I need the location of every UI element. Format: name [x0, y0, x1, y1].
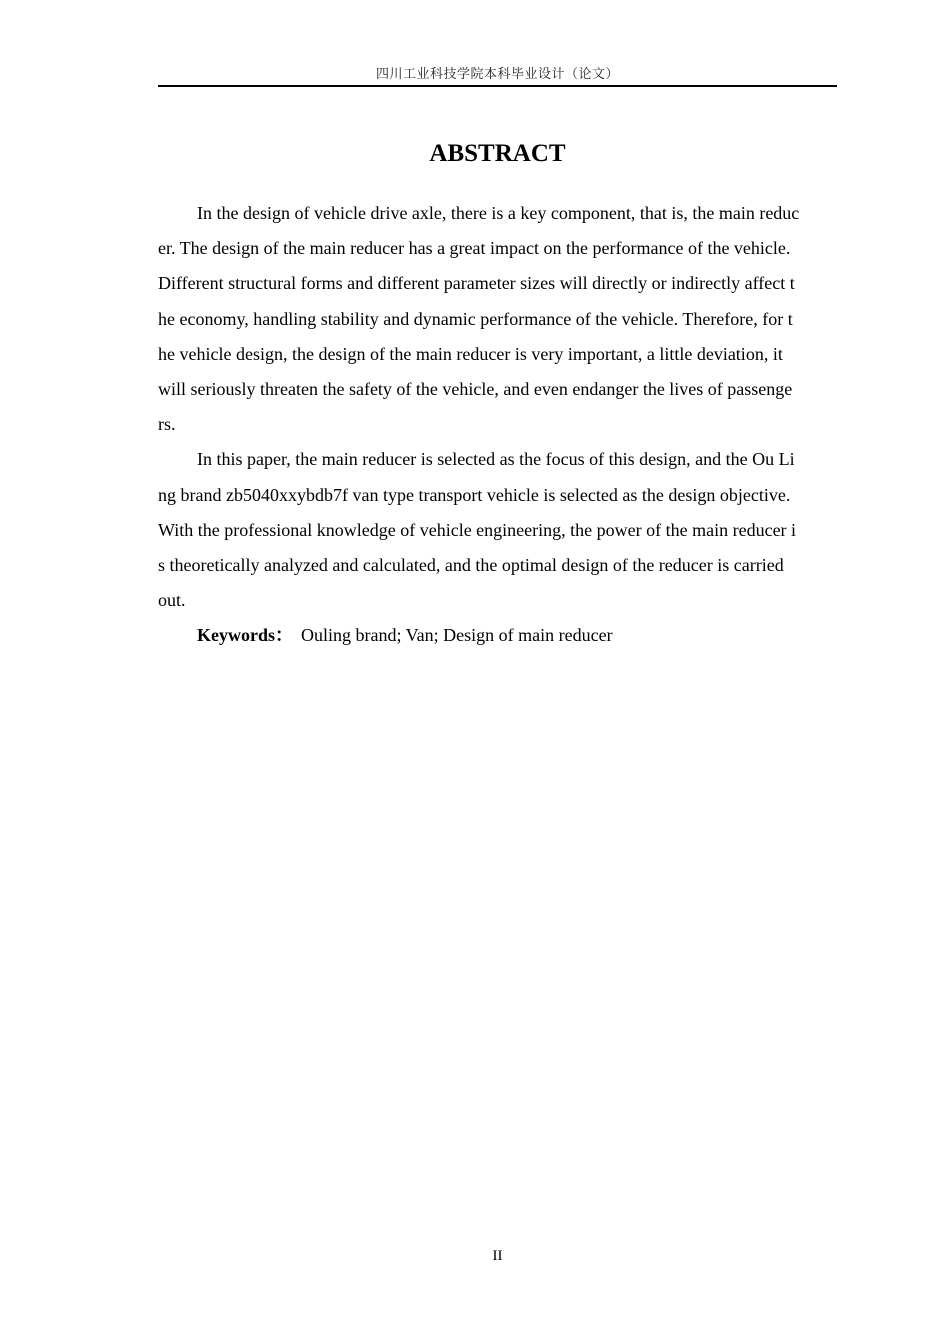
paragraph-2-line: s theoretically analyzed and calculated, and the optimal design of the reducer is carried: [158, 554, 784, 575]
page-number: II: [492, 1248, 503, 1264]
keywords-line: [158, 618, 837, 653]
paragraph-1-line: rs.: [158, 414, 176, 435]
paragraph-1-line: he vehicle design, the design of the main reducer is very important, a little deviation, it: [158, 343, 783, 364]
header-rule: [158, 85, 837, 87]
paragraph-2-line: In this paper, the main reducer is selected as the focus of this design, and the Ou Li: [197, 449, 795, 470]
keywords-value: Ouling brand; Van; Design of main reducer: [301, 625, 613, 646]
paragraph-1-line: In the design of vehicle drive axle, there is a key component, that is, the main reduc: [197, 203, 800, 223]
paragraph-1-line: Different structural forms and different parameter sizes will directly or indirectly affect t: [158, 273, 795, 294]
paragraph-1-line: he economy, handling stability and dynamic performance of the vehicle. Therefore, for t: [158, 308, 793, 329]
abstract-body: [158, 196, 837, 653]
paragraph-2-line: With the professional knowledge of vehicle engineering, the power of the main reducer i: [158, 519, 797, 540]
paragraph-1-line: will seriously threaten the safety of the vehicle, and even endanger the lives of passenge: [158, 378, 793, 399]
paragraph-2-line: ng brand zb5040xxybdb7f van type transport vehicle is selected as the design objective.: [158, 484, 791, 505]
paragraph-1-line: er. The design of the main reducer has a great impact on the performance of the vehicle.: [158, 238, 791, 259]
abstract-title: ABSTRACT: [429, 140, 566, 167]
paragraph-2-line: out.: [158, 590, 186, 611]
keywords-label: Keywords：: [197, 625, 293, 646]
running-header: 四川工业科技学院本科毕业设计（论文）: [375, 67, 619, 82]
